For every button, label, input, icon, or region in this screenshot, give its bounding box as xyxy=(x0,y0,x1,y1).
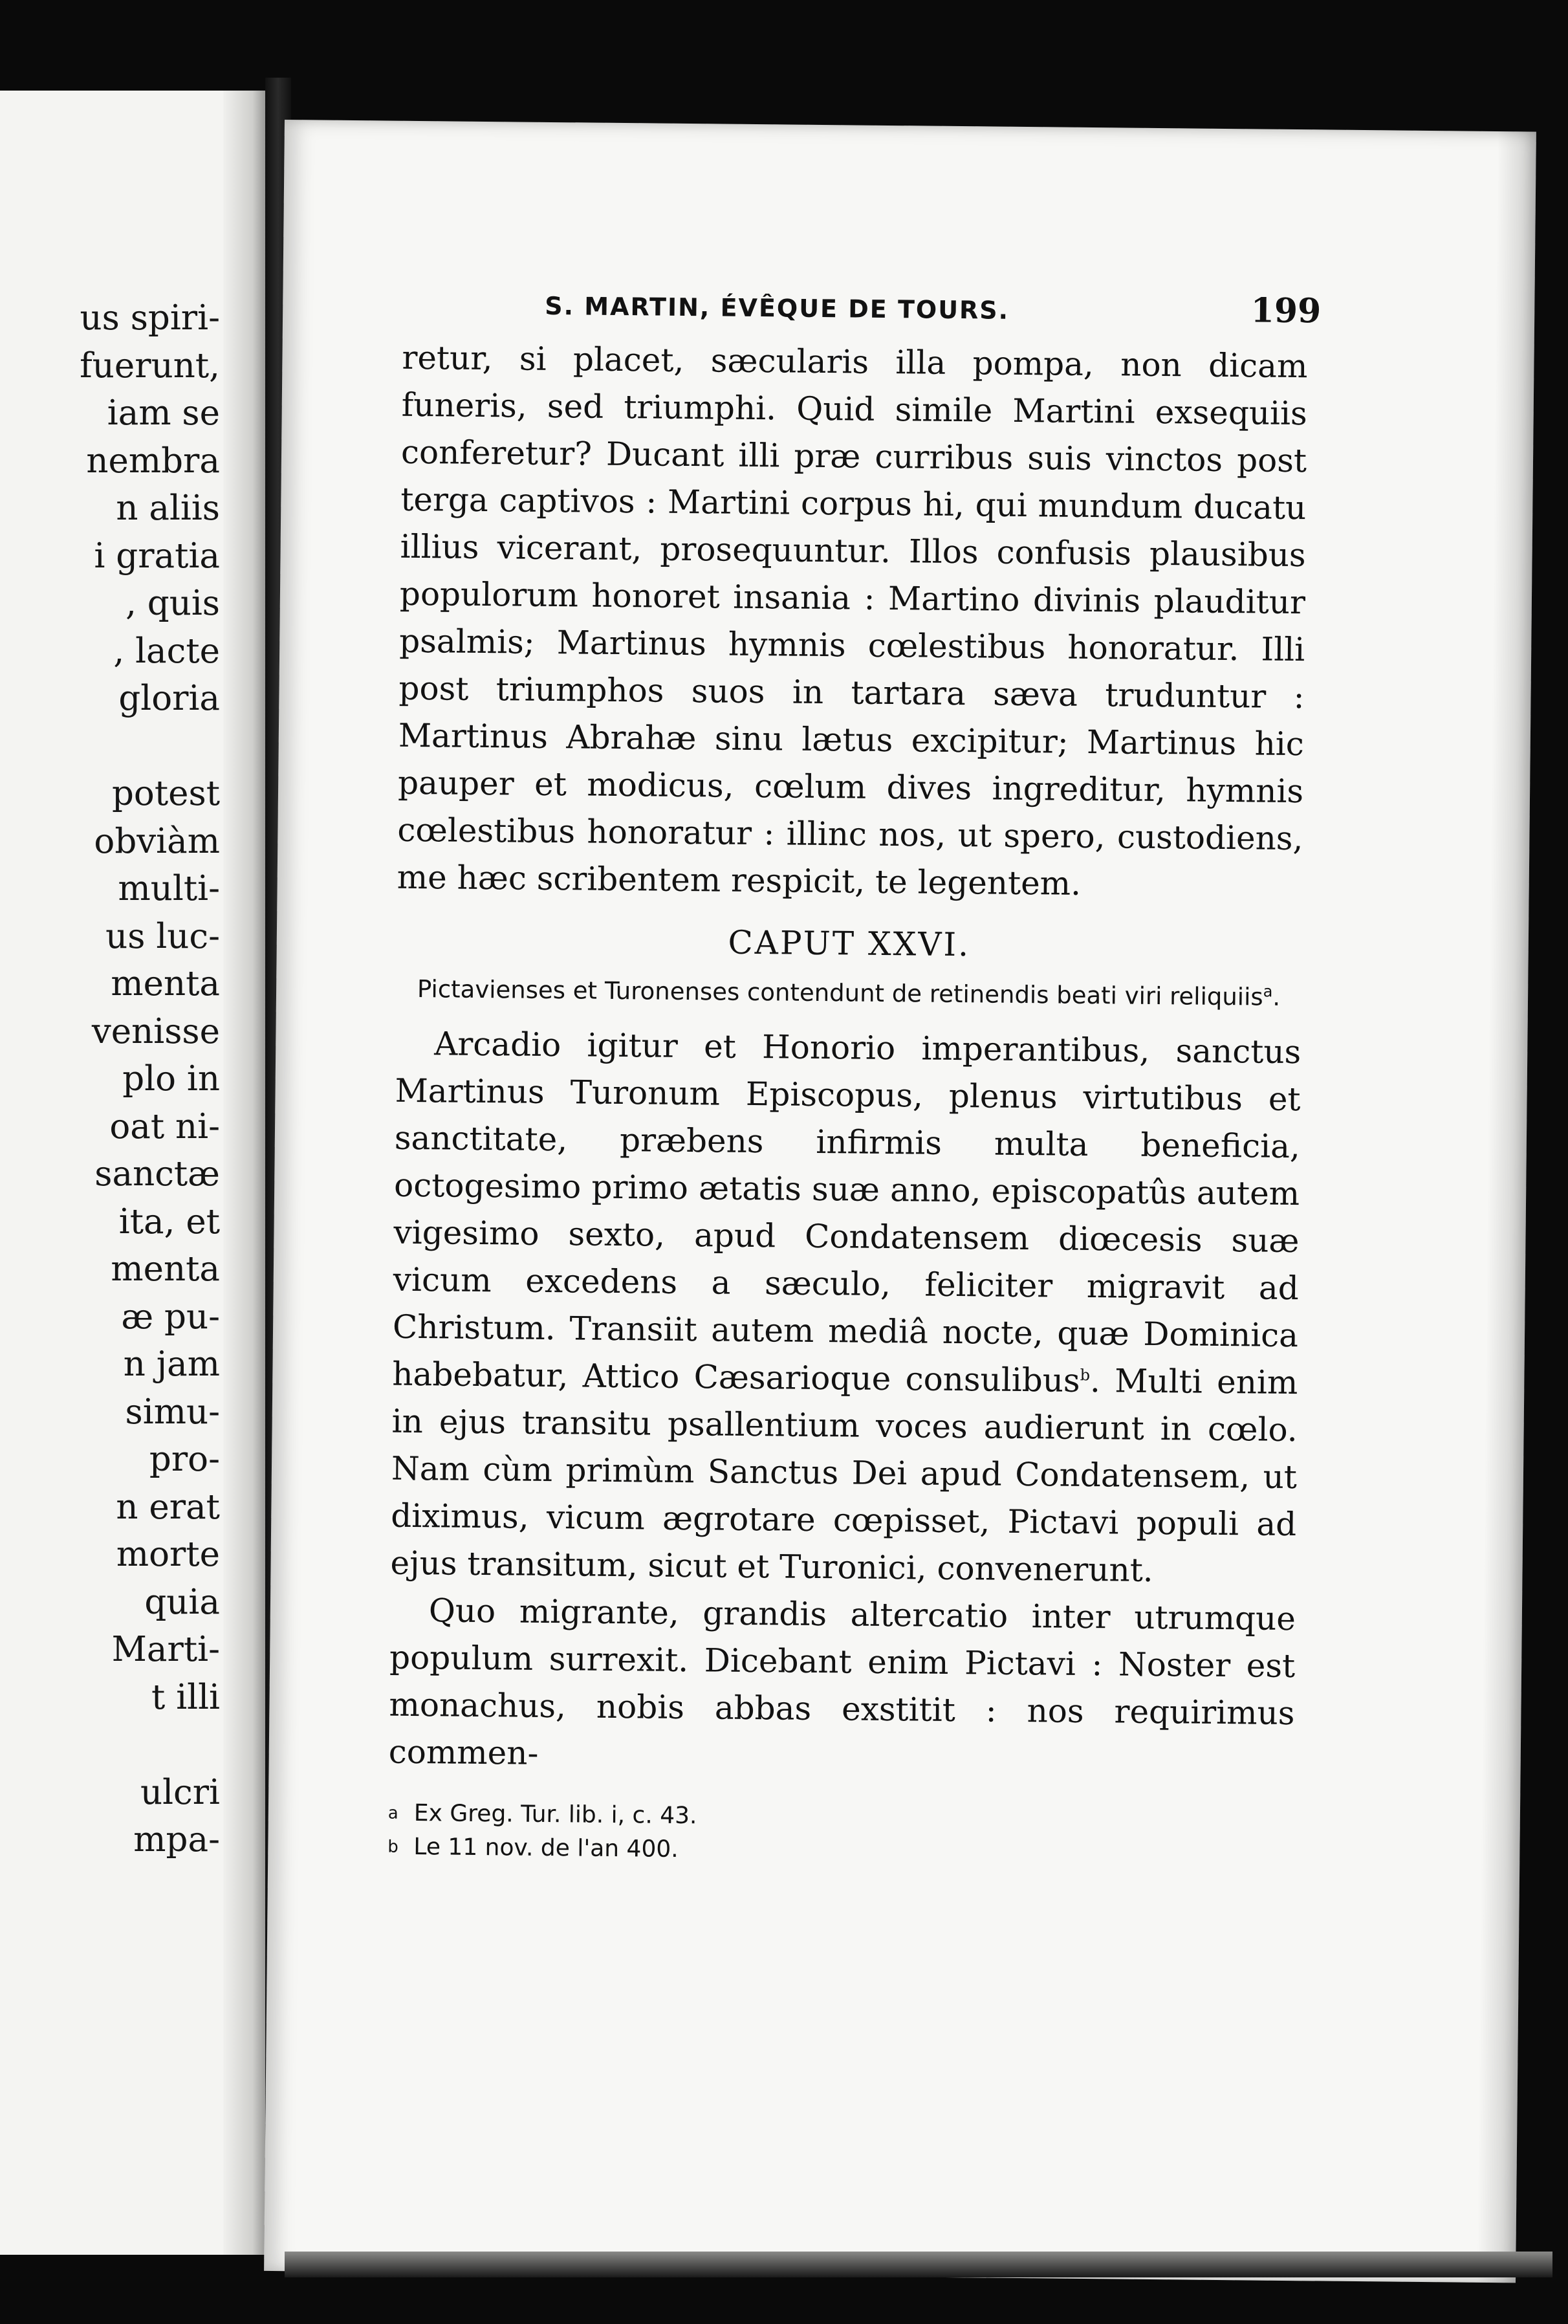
left-page-line: n aliis xyxy=(116,488,220,528)
left-page-line: quia xyxy=(144,1582,220,1622)
left-page-line: nembra xyxy=(86,441,220,481)
left-page-line: morte xyxy=(116,1535,220,1574)
footnote-ref-b: b xyxy=(1080,1366,1091,1385)
left-gutter-shadow xyxy=(223,91,265,2255)
chapter-title: CAPUT XXVI. xyxy=(728,923,971,964)
left-page-line: n erat xyxy=(116,1487,220,1527)
chapter-summary-text: Pictavienses et Turonenses contendunt de retinendis beati viri reliquiis xyxy=(417,975,1263,1011)
left-page-line: i gratia xyxy=(94,536,220,576)
left-page-line: menta xyxy=(111,964,220,1003)
left-page-line: multi- xyxy=(118,869,220,908)
opening-paragraph: retur, si placet, sæcularis illa pompa, non dicam funeris, sed triumphi. Quid simile Martini exsequiis conferetur? Ducant illi præ curribus suis vinctos post terga captivos : Martini corpus hi, qui mundum ducatu illius vicerant, prosequuntur. Illos confusis plausibus populorum honoret insania : Martino divinis plauditur psalmis; Martinus hymnis cœlestibus honoratur. Illi post triumphos suos in tartara sæva truduntur : Martinus Abrahæ sinu lætus excipitur; Martinus hic pauper et modicus, cœlum dives ingreditur, hymnis cœlestibus honoratur : illinc nos, ut spero, custodiens, me hæc scribentem respicit, te legentem. xyxy=(397,338,1308,903)
left-page-line: iam se xyxy=(107,393,220,433)
chapter-summary: Pictavienses et Turonenses contendunt de retinendis beati viri reliquiis$^a$. xyxy=(417,975,1281,1011)
paragraph-2: Quo migrante, grandis altercatio inter utrumque populum surrexit. Dicebant enim Pictavi : Noster est monachus, nobis abbas exstitit : nos requirimus commen- xyxy=(388,1592,1296,1772)
left-page-line xyxy=(0,723,220,771)
footnote-mark: a xyxy=(387,1803,398,1823)
left-page-line: oat ni- xyxy=(109,1106,220,1146)
footnotes xyxy=(387,1797,1294,1872)
paragraph-1-start: Arcadio igitur et Honorio imperantibus, sanctus Martinus Turonum Episcopus, plenus virtutibus et sanctitate, præbens infirmis multa beneficia, octogesimo primo ætatis suæ anno, episcopatûs autem vigesimo sexto, apud Condatensem diœcesis suæ vicum excedens a sæculo, feliciter migravit ad Christum. Transiit autem mediâ nocte, quæ Dominica habebatur, Attico Cæsarioque consulibus xyxy=(392,1025,1301,1399)
left-page-line: plo in xyxy=(122,1059,220,1099)
right-page xyxy=(264,120,1536,2283)
left-page-line: menta xyxy=(111,1249,220,1289)
left-page-line: æ pu- xyxy=(121,1297,220,1337)
left-page-line: gloria xyxy=(118,679,220,718)
left-page-line: t illi xyxy=(151,1677,220,1717)
left-page-line: obviàm xyxy=(94,821,220,861)
left-page-line: mpa- xyxy=(133,1820,220,1859)
left-page-line: ita, et xyxy=(118,1201,220,1242)
left-page-line: n jam xyxy=(123,1344,220,1384)
running-head xyxy=(402,276,1322,343)
left-page-line: us luc- xyxy=(105,916,220,956)
text-block xyxy=(387,276,1322,1872)
page-bottom-edge xyxy=(285,2252,1552,2277)
footnote-ref-a: a xyxy=(1263,982,1273,1001)
left-page-line: Marti- xyxy=(111,1630,220,1669)
left-facing-page xyxy=(0,91,265,2255)
left-page-text xyxy=(0,294,220,1864)
footnote-text: Ex Greg. Tur. lib. i, c. 43. xyxy=(413,1800,697,1830)
left-page-line xyxy=(0,1721,220,1769)
left-page-line: sanctæ xyxy=(94,1154,220,1194)
left-page-line: fuerunt, xyxy=(80,345,220,386)
running-head-title: S. MARTIN, ÉVÊQUE DE TOURS. xyxy=(545,291,1010,325)
footnote-text: Le 11 nov. de l'an 400. xyxy=(413,1834,679,1863)
left-page-line: , lacte xyxy=(113,631,220,671)
left-page-line: us spiri- xyxy=(80,298,220,338)
paragraph-1-end: . Multi enim in ejus transitu psallentium voces audierunt in cœlo. Nam cùm primùm Sanctus Dei apud Condatensem, ut diximus, vicum ægrotare cœpisset, Pictavi populi ad ejus transitum, sicut et Turonici, convenerunt. xyxy=(390,1362,1298,1589)
left-page-line: potest xyxy=(112,774,220,813)
left-page-line: pro- xyxy=(149,1440,220,1479)
left-page-line: simu- xyxy=(125,1392,220,1432)
left-page-line: venisse xyxy=(91,1011,220,1051)
footnote-mark: b xyxy=(387,1837,399,1857)
left-page-line: , quis xyxy=(125,584,220,623)
paragraph-1 xyxy=(390,1020,1301,1595)
page-number: 199 xyxy=(1250,290,1322,331)
left-page-line: ulcri xyxy=(140,1772,220,1812)
